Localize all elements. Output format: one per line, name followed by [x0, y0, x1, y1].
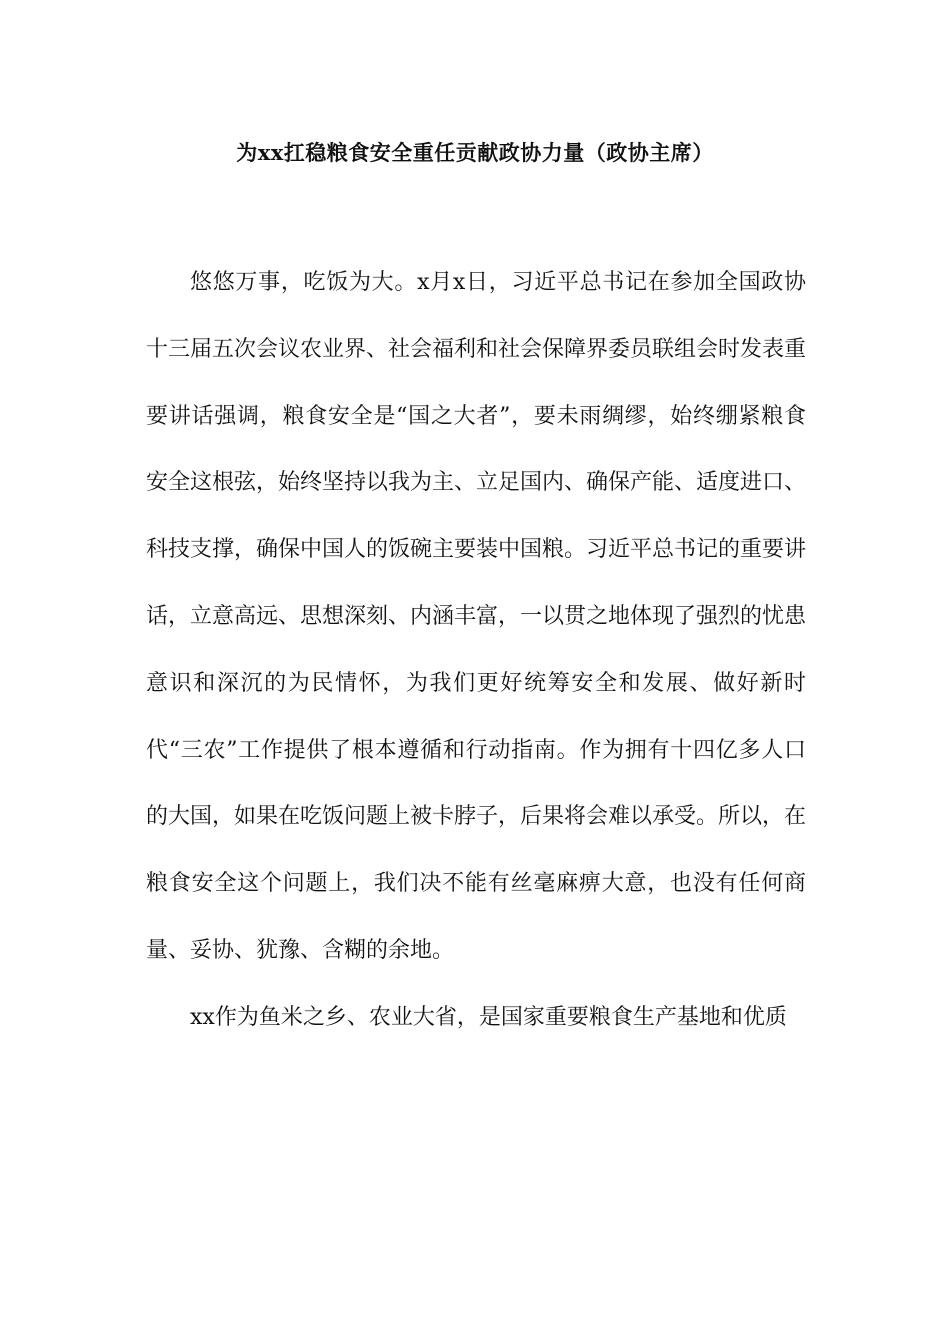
- paragraph-1: 悠悠万事，吃饭为大。x月x日，习近平总书记在参加全国政协十三届五次会议农业界、社会福利和社会保障界委员联组会时发表重要讲话强调，粮食安全是“国之大者”，要未雨绸缪，始终绷紧粮食安全这根弦，始终坚持以我为主、立足国内、确保产能、适度进口、科技支撑，确保中国人的饭碗主要装中国粮。习近平总书记的重要讲话，立意高远、思想深刻、内涵丰富，一以贯之地体现了强烈的忧患意识和深沉的为民情怀，为我们更好统筹安全和发展、做好新时代“三农”工作提供了根本遵循和行动指南。作为拥有十四亿多人口的大国，如果在吃饭问题上被卡脖子，后果将会难以承受。所以，在粮食安全这个问题上，我们决不能有丝毫麻痹大意，也没有任何商量、妥协、犹豫、含糊的余地。: [146, 270, 807, 963]
- paragraph-2: xx作为鱼米之乡、农业大省，是国家重要粮食生产基地和优质: [190, 1004, 787, 1030]
- document-title: 为xx扛稳粮食安全重任贡献政协力量（政协主席）: [236, 140, 714, 165]
- document-body: [146, 250, 806, 1052]
